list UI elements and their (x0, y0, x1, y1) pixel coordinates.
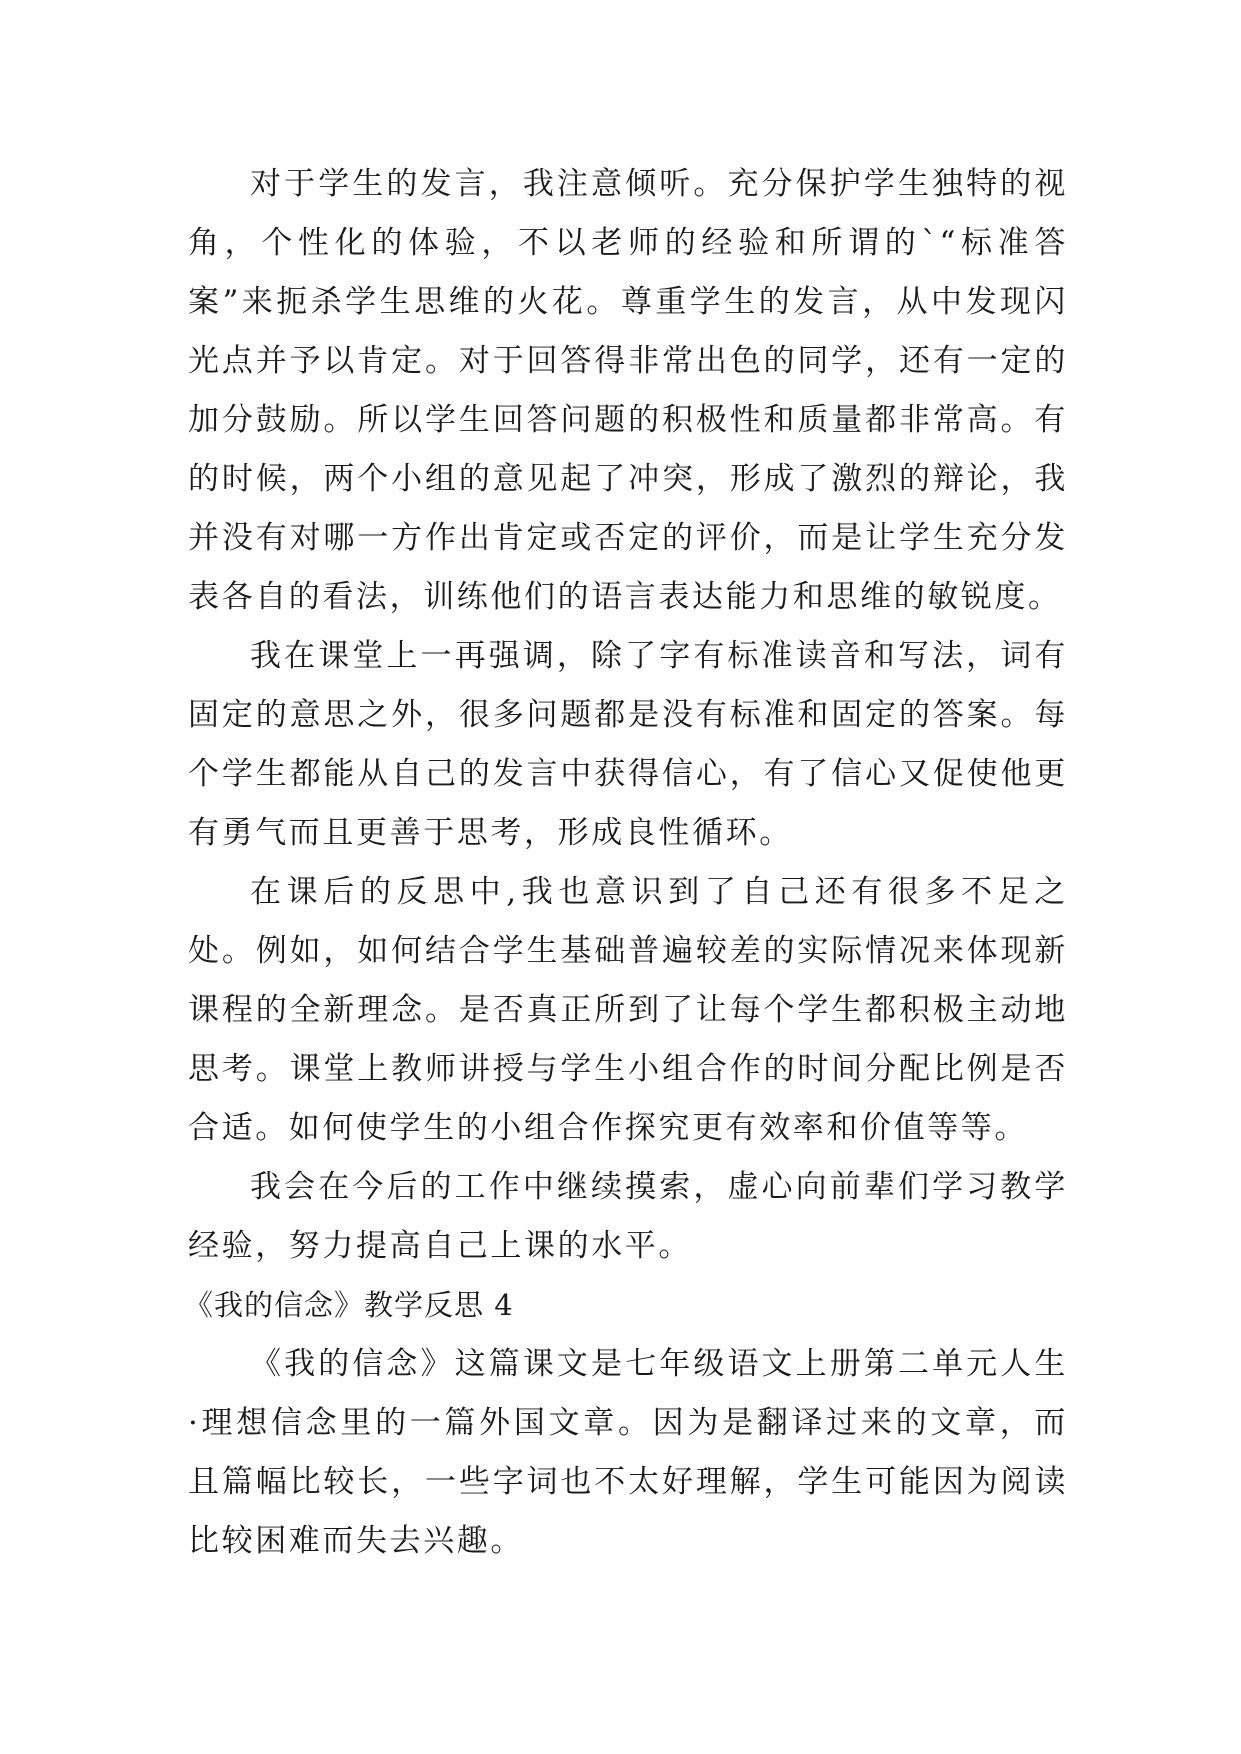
paragraph-listening: 对于学生的发言，我注意倾听。充分保护学生独特的视角，个性化的体验，不以老师的经验和所谓的`“标准答案”来扼杀学生思维的火花。尊重学生的发言，从中发现闪光点并予以肯定。对于回答得非常出色的同学，还有一定的加分鼓励。所以学生回答问题的积极性和质量都非常高。有的时候，两个小组的意见起了冲突，形成了激烈的辩论，我并没有对哪一方作出肯定或否定的评价，而是让学生充分发表各自的看法，训练他们的语言表达能力和思维的敏锐度。 (188, 166, 1068, 615)
section-paragraph-intro: 《我的信念》这篇课文是七年级语文上册第二单元人生·理想信念里的一篇外国文章。因为是翻译过来的文章，而且篇幅比较长，一些字词也不太好理解，学生可能因为阅读比较困难而失去兴趣。 (188, 1346, 1068, 1559)
paragraph-reflection: 在课后的反思中,我也意识到了自己还有很多不足之处。例如，如何结合学生基础普遍较差的实际情况来体现新课程的全新理念。是否真正所到了让每个学生都积极主动地思考。课堂上教师讲授与学生小组合作的时间分配比例是否合适。如何使学生的小组合作探究更有效率和价值等等。 (188, 874, 1068, 1146)
section-title: 《我的信念》教学反思 4 (184, 1288, 514, 1322)
document-body (184, 155, 1068, 1571)
paragraph-emphasis: 我在课堂上一再强调，除了字有标准读音和写法，词有固定的意思之外，很多问题都是没有标准和固定的答案。每个学生都能从自己的发言中获得信心，有了信心又促使他更有勇气而且更善于思考，形成良性循环。 (188, 638, 1068, 851)
paragraph-future: 我会在今后的工作中继续摸索，虚心向前辈们学习教学经验，努力提高自己上课的水平。 (188, 1169, 1068, 1264)
